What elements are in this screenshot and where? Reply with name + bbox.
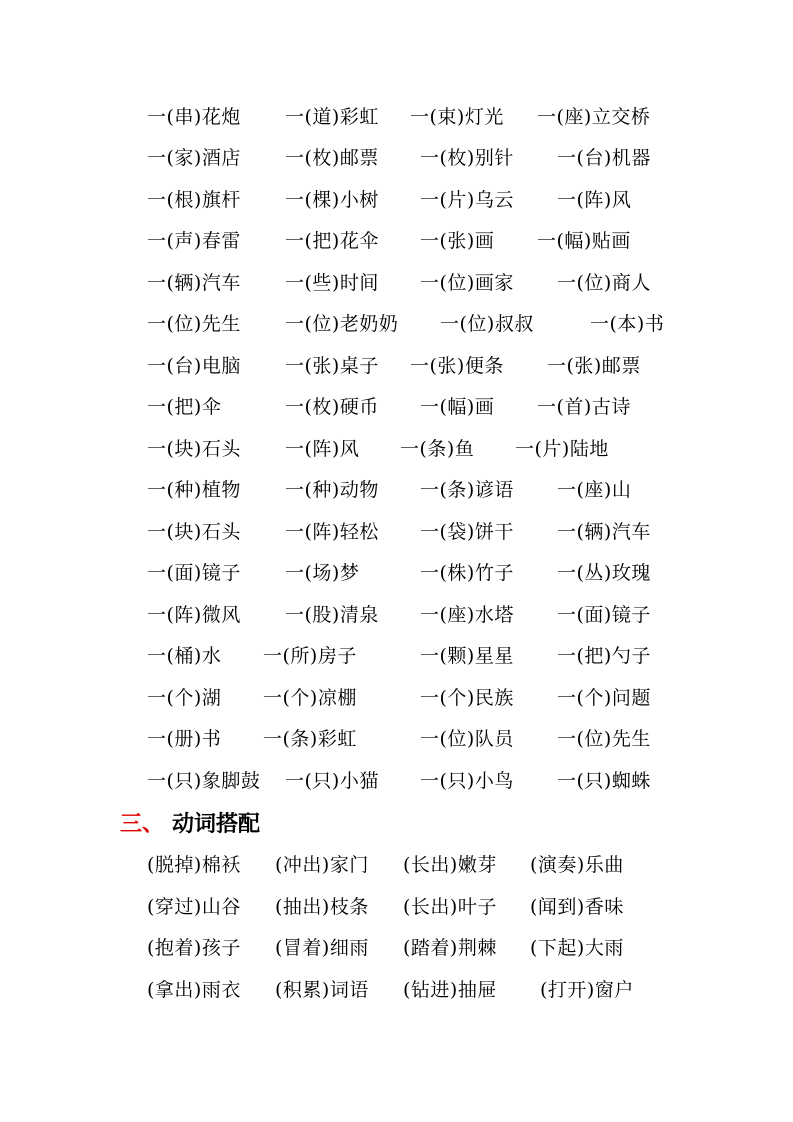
- phrase: 一(块)石头: [147, 521, 241, 543]
- phrase: (闻到)香味: [530, 896, 624, 918]
- phrase: (积累)词语: [275, 979, 369, 1001]
- phrase: 一(首)古诗: [537, 396, 631, 418]
- measure-word-row: [0, 600, 793, 630]
- phrase: (长出)叶子: [403, 896, 497, 918]
- measure-word-row: [0, 351, 793, 381]
- phrase: 一(面)镜子: [147, 562, 241, 584]
- measure-word-row: [0, 185, 793, 215]
- phrase: 一(根)旗杆: [147, 189, 241, 211]
- phrase: 一(桶)水: [147, 645, 222, 667]
- phrase: 一(辆)汽车: [147, 272, 241, 294]
- phrase: 一(位)队员: [420, 728, 514, 750]
- phrase: 一(些)时间: [285, 272, 379, 294]
- phrase: (脱掉)棉袄: [147, 854, 241, 876]
- phrase: 一(颗)星星: [420, 645, 514, 667]
- phrase: 一(把)花伞: [285, 230, 379, 252]
- phrase: (长出)嫩芽: [403, 854, 497, 876]
- phrase: 一(台)机器: [557, 147, 651, 169]
- measure-word-row: [0, 434, 793, 464]
- phrase: 一(位)叔叔: [440, 313, 534, 335]
- phrase: 一(张)邮票: [547, 355, 641, 377]
- section-heading: [120, 808, 260, 842]
- measure-word-row: [0, 766, 793, 796]
- phrase: 一(阵)风: [285, 438, 360, 460]
- phrase: 一(枚)硬币: [285, 396, 379, 418]
- phrase: 一(位)先生: [147, 313, 241, 335]
- phrase: 一(丛)玫瑰: [557, 562, 651, 584]
- phrase: 一(个)凉棚: [263, 687, 357, 709]
- phrase: (打开)窗户: [540, 979, 634, 1001]
- phrase: 一(辆)汽车: [557, 521, 651, 543]
- measure-word-row: [0, 517, 793, 547]
- phrase: 一(种)植物: [147, 479, 241, 501]
- phrase: 一(只)蜘蛛: [557, 770, 651, 792]
- phrase: 一(阵)微风: [147, 604, 241, 626]
- phrase: 一(位)画家: [420, 272, 514, 294]
- section-number: 三、: [120, 812, 165, 837]
- phrase: 一(张)画: [420, 230, 495, 252]
- phrase: 一(本)书: [590, 313, 665, 335]
- measure-word-row: [0, 143, 793, 173]
- phrase: (钻进)抽屉: [403, 979, 497, 1001]
- phrase: 一(座)山: [557, 479, 632, 501]
- phrase: 一(种)动物: [285, 479, 379, 501]
- phrase: 一(面)镜子: [557, 604, 651, 626]
- phrase: 一(家)酒店: [147, 147, 241, 169]
- phrase: 一(束)灯光: [410, 106, 504, 128]
- phrase: 一(枚)邮票: [285, 147, 379, 169]
- phrase: 一(枚)别针: [420, 147, 514, 169]
- phrase: 一(幅)画: [420, 396, 495, 418]
- phrase: 一(道)彩虹: [285, 106, 379, 128]
- phrase: (踏着)荆棘: [403, 937, 497, 959]
- phrase: 一(股)清泉: [285, 604, 379, 626]
- phrase: 一(所)房子: [263, 645, 357, 667]
- measure-word-row: [0, 724, 793, 754]
- phrase: 一(块)石头: [147, 438, 241, 460]
- phrase: 一(串)花炮: [147, 106, 241, 128]
- phrase: 一(片)乌云: [420, 189, 514, 211]
- measure-word-row: [0, 641, 793, 671]
- phrase: (冲出)家门: [275, 854, 369, 876]
- phrase: 一(把)勺子: [557, 645, 651, 667]
- verb-row: [0, 892, 793, 922]
- phrase: 一(位)老奶奶: [285, 313, 399, 335]
- phrase: 一(条)彩虹: [263, 728, 357, 750]
- phrase: (穿过)山谷: [147, 896, 241, 918]
- phrase: 一(幅)贴画: [537, 230, 631, 252]
- phrase: 一(场)梦: [285, 562, 360, 584]
- phrase: 一(把)伞: [147, 396, 222, 418]
- phrase: 一(声)春雷: [147, 230, 241, 252]
- phrase: 一(个)湖: [147, 687, 222, 709]
- phrase: 一(阵)轻松: [285, 521, 379, 543]
- verb-row: [0, 850, 793, 880]
- phrase: 一(片)陆地: [515, 438, 609, 460]
- phrase: 一(位)商人: [557, 272, 651, 294]
- section-title: 动词搭配: [172, 812, 261, 837]
- measure-word-row: [0, 309, 793, 339]
- phrase: 一(只)小猫: [285, 770, 379, 792]
- phrase: (下起)大雨: [530, 937, 624, 959]
- phrase: 一(袋)饼干: [420, 521, 514, 543]
- phrase: 一(座)立交桥: [537, 106, 651, 128]
- phrase: 一(个)问题: [557, 687, 651, 709]
- measure-word-row: [0, 475, 793, 505]
- phrase: 一(位)先生: [557, 728, 651, 750]
- phrase: 一(只)小鸟: [420, 770, 514, 792]
- phrase: 一(条)谚语: [420, 479, 514, 501]
- phrase: 一(条)鱼: [400, 438, 475, 460]
- measure-word-row: [0, 268, 793, 298]
- phrase: 一(张)便条: [410, 355, 504, 377]
- phrase: 一(座)水塔: [420, 604, 514, 626]
- measure-word-row: [0, 102, 793, 132]
- phrase: 一(张)桌子: [285, 355, 379, 377]
- phrase: (冒着)细雨: [275, 937, 369, 959]
- phrase: 一(株)竹子: [420, 562, 514, 584]
- phrase: (演奏)乐曲: [530, 854, 624, 876]
- phrase: 一(册)书: [147, 728, 222, 750]
- phrase: 一(个)民族: [420, 687, 514, 709]
- measure-word-row: [0, 392, 793, 422]
- verb-row: [0, 933, 793, 963]
- phrase: 一(阵)风: [557, 189, 632, 211]
- measure-word-row: [0, 558, 793, 588]
- phrase: (抽出)枝条: [275, 896, 369, 918]
- phrase: (拿出)雨衣: [147, 979, 241, 1001]
- measure-word-row: [0, 683, 793, 713]
- verb-row: [0, 975, 793, 1005]
- phrase: (抱着)孩子: [147, 937, 241, 959]
- phrase: 一(只)象脚鼓: [147, 770, 261, 792]
- measure-word-row: [0, 226, 793, 256]
- phrase: 一(台)电脑: [147, 355, 241, 377]
- phrase: 一(棵)小树: [285, 189, 379, 211]
